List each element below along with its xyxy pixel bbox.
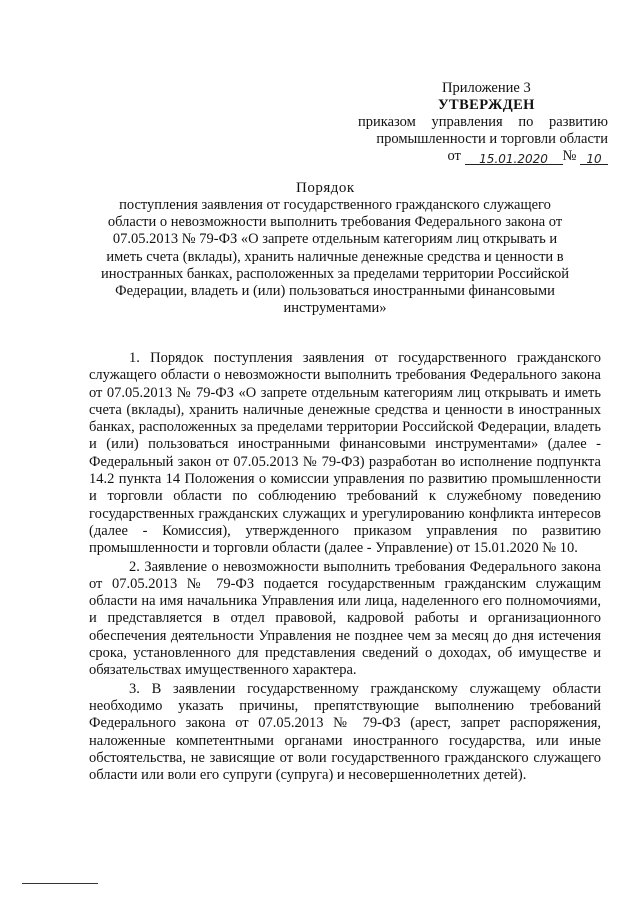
department-line: промышленности и торговли области (376, 131, 608, 147)
number-value: 10 (586, 152, 602, 166)
date-prefix: от (447, 148, 461, 164)
number-prefix: № (562, 148, 577, 164)
order-line: приказом управления по развитию (358, 114, 608, 130)
paragraph-3: 3. В заявлении государственному гражданскому служащему области необходимо указать причины, препятствующие выполнению требований Федерального закона от 07.05.2013 № 79-ФЗ (арест, запрет распоряжения, наложенные компетентными органами иностранного государства, или иные обстоятельства, не зависящие от воли государственного гражданского служащего области или воли его супруги (супруга) и несовершеннолетних детей). (89, 680, 601, 784)
order-date-number (358, 148, 608, 165)
paragraph-2: 2. Заявление о невозможности выполнить требования Федерального закона от 07.05.2013 № 79-ФЗ подается государственным гражданским служащим области на имя начальника Управления или лица, наделенного его полномочиями, и представляется в отдел правовой, кадровой работы и организационного обеспечения деятельности Управления не позднее чем за месяц до дня истечения срока, установленного для представления сведений о доходах, об имуществе и обязательствах имущественного характера. (89, 558, 601, 679)
approved-label: УТВЕРЖДЕН (438, 97, 535, 113)
date-field (465, 151, 563, 165)
appendix-label: Приложение 3 (442, 80, 531, 96)
date-value: 15.01.2020 (479, 152, 548, 166)
paragraph-1: 1. Порядок поступления заявления от государственного гражданского служащего области о невозможности выполнить требования Федерального закона от 07.05.2013 № 79-ФЗ «О запрете отдельным категориям лиц открывать и иметь счета (вклады), хранить наличные денежные средства и ценности в иностранных банках, расположенных за пределами территории Российской Федерации, владеть и (или) пользоваться иностранными финансовыми инструментами» (далее - Федеральный закон от 07.05.2013 № 79-ФЗ) разработан во исполнение подпункта 14.2 пункта 14 Положения о комиссии управления по развитию промышленности и торговли области по соблюдению требований к служебному поведению государственных гражданских служащих и урегулированию конфликта интересов (далее - Комиссия), утвержденного приказом управления по развитию промышленности и торговли области (далее - Управление) от 15.01.2020 № 10. (89, 350, 601, 557)
document-title: Порядок (296, 180, 355, 196)
approval-stamp (358, 80, 608, 165)
number-field (580, 151, 608, 165)
document-body (89, 350, 601, 784)
footnote-separator (22, 883, 98, 884)
document-subtitle: поступления заявления от государственного гражданского служащего области о невозможности выполнить требования Федерального закона от 07.05.2013 № 79-ФЗ «О запрете отдельным категориям лиц открывать и иметь счета (вклады), хранить наличные денежные средства и ценности в иностранных банках, расположенных за пределами территории Российской Федерации, владеть и (или) пользоваться иностранными финансовыми инструментами» (100, 197, 570, 317)
